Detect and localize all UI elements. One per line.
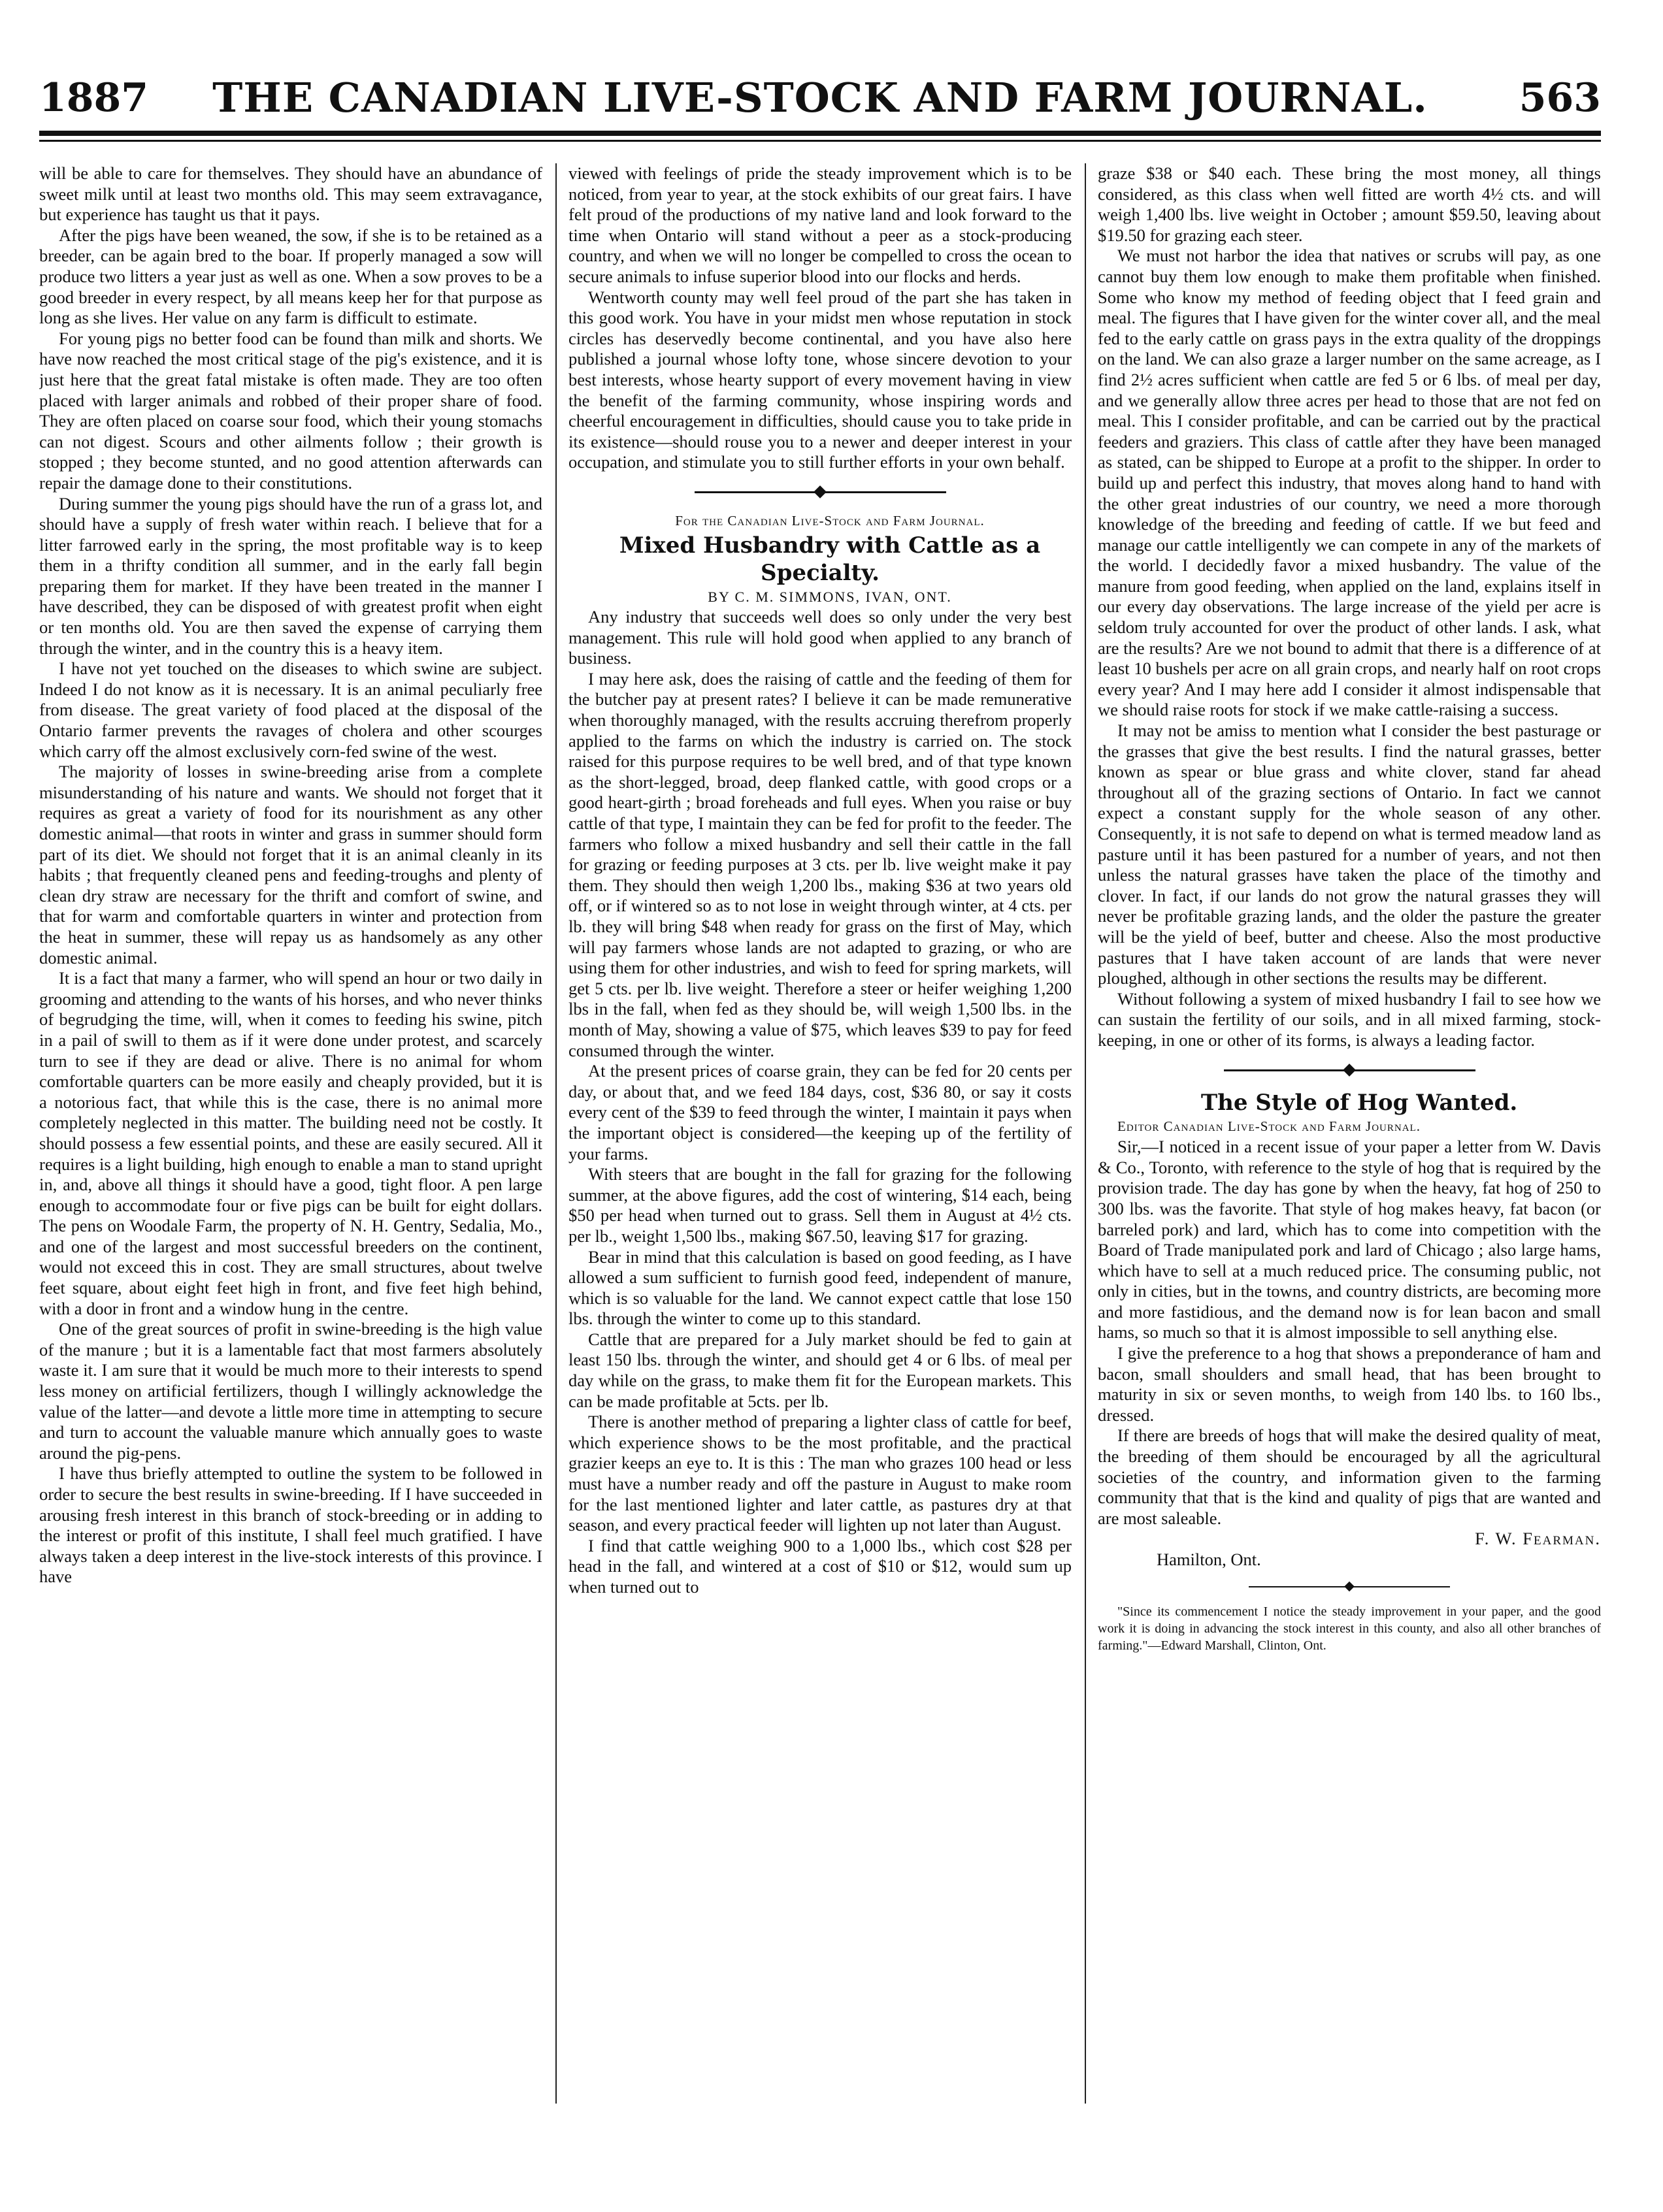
quote-separator <box>1098 1577 1601 1597</box>
col2-paragraph: I may here ask, does the raising of cattle and the feeding of them for the butcher pay at present rates? I believe it can be made remunerative when thoroughly managed, with the results accruing therefrom properly applied to the farms on which the industry is carried on. The stock raised for this purpose requires to be well bred, and of that type known as the short-legged, broad, deep flanked cattle, with good crops or a good heart-girth ; broad foreheads and full eyes. When you raise or buy cattle of that type, I maintain they can be fed for profit to the feeder. The farmers who follow a mixed husbandry and sell their cattle in the fall for grazing or feeding purposes at 3 cts. per lb. live weight make it pay them. They should then weigh 1,200 lbs., making $36 at two years old off, or if wintered so as to not lose in weight through winter, at 4 cts. per lb. they will bring $48 when ready for grass on the first of May, which will pay farmers whose lands are not adapted to grazing, or who are using them for other industries, and wish to feed for spring markets, will get 5 cts. per lb. live weight. Therefore a steer or heifer weighing 1,200 lbs in the fall, when fed as they should be, will weigh 1,500 lbs. in the month of May, showing a value of $75, which leaves $39 to pay for feed consumed through the winter. <box>568 668 1072 1060</box>
column-divider-1 <box>555 163 557 2104</box>
masthead-rule-thin <box>39 140 1601 142</box>
article-headline: Mixed Husbandry with Cattle as a Specialty. <box>619 532 1041 586</box>
column-3 <box>1098 163 1601 2195</box>
article-separator <box>568 482 1072 502</box>
column-divider-2 <box>1085 163 1086 2104</box>
masthead-rule-thick <box>39 131 1601 136</box>
col1-paragraph: The majority of losses in swine-breeding arise from a complete misunderstanding of his nature and wants. We should not forget that it requires as great a variety of food for its nourishment as any other domestic animal—that roots in winter and grass in summer should form part of its diet. We should not forget that it is an animal cleanly in its habits ; that frequently cleaned pens and feeding-troughs and plenty of clean dry straw are necessary for the thrift and comfort of swine, and that for warm and comfortable quarters in winter and protection from the heat in summer, these will repay us as handsomely as any other domestic animal. <box>39 762 542 968</box>
col2-paragraph: Wentworth county may well feel proud of the part she has taken in this good work. You have in your midst men whose reputation in stock circles has deservedly become continental, and you have also here published a journal whose lofty tone, whose sincere devotion to your best interests, whose hearty support of every movement having in view the benefit of the farming community, whose inspiring words and cheerful encouragement in difficulties, should cause you to take pride in its existence—should rouse you to a newer and deeper interest in your occupation, and stimulate you to still further efforts in your own behalf. <box>568 287 1072 472</box>
masthead <box>39 69 1601 127</box>
article-byline: BY C. M. SIMMONS, IVAN, ONT. <box>708 588 952 605</box>
testimonial-quote: "Since its commencement I notice the steady improvement in your paper, and the good work it is doing in advancing the stock interest in this county, and also all other branches of farming."—Edward Marshall, Clinton, Ont. <box>1098 1604 1601 1653</box>
col3-paragraph: We must not harbor the idea that natives or scrubs will pay, as one cannot buy them low enough to make them profitable when finished. Some who know my method of feeding object that I feed grain and meal. The figures that I have given for the winter cover all, and the meal fed to the early cattle on grass pays in the extra quality of the droppings on the land. We can also graze a larger number on the same acreage, as I find 2½ acres sufficient when cattle are fed 5 or 6 lbs. of meal per day, and we generally allow three acres per head to those that are not fed on meal. This I consider profitable, and can be carried out by the practical feeders and graziers. This class of cattle after they have been managed as stated, can be shipped to Europe at a profit to the shipper. In order to build up and perfect this industry, that moves along hand to hand with the other great industries of our country, we need a more thorough knowledge of the breeding and feeding of cattle. If we but feed and manage our cattle intelligently we can compete in any of the markets of the world. I decidedly favor a mixed husbandry. The value of the manure from good feeding, when applied on the land, explains itself in our every day observations. The large increase of the yield per acre is seldom truly accounted for over the product of other lands. I ask, what are the results? Are we not bound to admit that there is a difference of at least 10 bushels per acre on all grain crops, and nearly half on root crops every year? And I may here add I consider it almost indispensable that we should raise roots for stock if we make cattle-raising a success. <box>1098 246 1601 720</box>
col1-paragraph: I have not yet touched on the diseases to which swine are subject. Indeed I do not know as it is necessary. It is an animal peculiarly free from disease. The great variety of food placed at the disposal of the Ontario farmer prevents the ravages of cholera and other scourges which carry off the almost exclusively corn-fed swine of the west. <box>39 659 542 761</box>
article-source-line: For the Canadian Live-Stock and Farm Journal. <box>675 512 985 529</box>
col1-paragraph: One of the great sources of profit in swine-breeding is the high value of the manure ; but it is a lamentable fact that most farmers absolutely waste it. I am sure that it would be much more to their interests to spend less money on artificial fertilizers, though I willingly acknowledge the value of the latter—and devote a little more time in attempting to secure and turn to account the valuable manure which annually goes to waste around the pig-pens. <box>39 1319 542 1463</box>
col2-paragraph: viewed with feelings of pride the steady improvement which is to be noticed, from year to year, at the stock exhibits of our great fairs. I have felt proud of the productions of my native land and look forward to the time when Ontario will stand without a peer as a stock-producing country, and when we will no longer be compelled to cross the ocean to secure animals to infuse superior blood into our flocks and herds. <box>568 163 1072 286</box>
separator-diamond <box>1343 1064 1356 1077</box>
masthead-year: 1887 <box>39 75 148 121</box>
col1-paragraph: For young pigs no better food can be found than milk and shorts. We have now reached the most critical stage of the pig's existence, and it is just here that the great fatal mistake is often made. They are too often placed with larger animals and robbed of their proper share of food. They are often placed on coarse sour food, which their young stomachs can not digest. Scours and other ailments follow ; their growth is stopped ; they become stunted, and no good attention afterwards can repair the damage done to their constitutions. <box>39 328 542 493</box>
separator-diamond <box>1344 1581 1355 1591</box>
masthead-title: THE CANADIAN LIVE-STOCK AND FARM JOURNAL. <box>212 74 1428 122</box>
col3-paragraph: I give the preference to a hog that shows a preponderance of ham and bacon, small shoulders and small head, that has been brought to maturity in six or seven months, to weigh from 140 lbs. to 160 lbs., dressed. <box>1098 1343 1601 1425</box>
page-number: 563 <box>1519 75 1601 121</box>
col2-paragraph: Bear in mind that this calculation is based on good feeding, as I have allowed a sum sufficient to furnish good feed, independent of manure, which is so valuable for the land. We cannot expect cattle that lose 150 lbs. through the winter to come up to this standard. <box>568 1246 1072 1329</box>
article-separator <box>1098 1060 1601 1080</box>
col2-paragraph: I find that cattle weighing 900 to a 1,000 lbs., which cost $28 per head in the fall, and wintered at a cost of $10 or $12, would sum up when turned out to <box>568 1535 1072 1597</box>
col3-paragraph: graze $38 or $40 each. These bring the most money, all things considered, as this class when well fitted are worth 4½ cts. and will weigh 1,400 lbs. live weight in October ; amount $59.50, leaving about $19.50 for grazing each steer. <box>1098 163 1601 245</box>
col2-paragraph: At the present prices of coarse grain, they can be fed for 20 cents per day, or about that, and we feed 184 days, cost, $36 80, or say it costs every cent of the $39 to feed through the winter, I maintain it pays when the important object is considered—the keeping up of the fertility of your farms. <box>568 1061 1072 1163</box>
col1-paragraph: During summer the young pigs should have the run of a grass lot, and should have a supply of fresh water within reach. I believe that for a litter farrowed early in the spring, the most profitable way is to keep them in a thrifty condition all summer, and in the early fall begin preparing them for market. If they have been treated in the manner I have described, they can be disposed of with greatest profit when eight or ten months old. You are then saved the expense of carrying them through the winter, and in the country this is a heavy item. <box>39 493 542 658</box>
col1-paragraph: I have thus briefly attempted to outline the system to be followed in order to secure the best results in swine-breeding. If I have succeeded in arousing fresh interest in this branch of stock-breeding or in adding to the interest or profit of this institute, I shall feel much gratified. I have always taken a deep interest in the live-stock interests of this province. I have <box>39 1463 542 1587</box>
separator-diamond <box>814 485 827 498</box>
col3-paragraph: It may not be amiss to mention what I consider the best pasturage or the grasses that give the best results. I find the natural grasses, better known as spear or blue grass and white clover, stand far ahead throughout all of the grazing sections of Ontario. In fact we cannot expect a constant supply for the whole season of any other. Consequently, it is not safe to depend on what is termed meadow land as pasture until it has been pastured for a number of years, and not then unless the natural grasses have taken the place of the timothy and clover. In fact, if our lands do not grow the natural grasses they will never be profitable grazing lands, and the older the pasture the greater will be the yield of beef, butter and cheese. Also the most productive pastures that I have taken account of are lands that were never ploughed, although in other sections the results may be different. <box>1098 721 1601 988</box>
editor-address-line: Editor Canadian Live-Stock and Farm Journal. <box>1117 1118 1421 1134</box>
col3-paragraph: Sir,—I noticed in a recent issue of your paper a letter from W. Davis & Co., Toronto, with reference to the style of hog that is required by the provision trade. The day has gone by when the heavy, fat hog of 250 to 300 lbs. was the favorite. That style of hog makes heavy, fat bacon (or barreled pork) and lard, which has to come into competition with the Board of Trade manipulated pork and lard of Chicago ; also large hams, which have to sell at a much reduced price. The consuming public, not only in cities, but in the towns, and country districts, are becoming more and more fastidious, and the demand now is for lean bacon and small hams, so much so that it is almost impossible to sell anything else. <box>1098 1137 1601 1342</box>
letter-place: Hamilton, Ont. <box>1157 1550 1261 1569</box>
article-headline: The Style of Hog Wanted. <box>1200 1089 1518 1116</box>
col3-paragraph: Without following a system of mixed husbandry I fail to see how we can sustain the fertility of our soils, and in all mixed farming, stock-keeping, in one or other of its forms, is always a leading factor. <box>1098 988 1601 1050</box>
col2-paragraph: Any industry that succeeds well does so only under the very best management. This rule will hold good when applied to any branch of business. <box>568 607 1072 668</box>
col1-paragraph: It is a fact that many a farmer, who will spend an hour or two daily in grooming and attending to the wants of his horses, and who never thinks of begrudging the time, will, when it comes to feeding his swine, pitch in a pail of swill to them as if it were done under protest, and scarcely turn to see if they are dead or alive. There is no animal for whom comfortable quarters can be more easily and cheaply provided, but it is a notorious fact, that while this is the case, there is no animal more completely neglected in this matter. The building need not be costly. It should possess a few essential points, and these are easily secured. All it requires is a light building, high enough to enable a man to stand upright in, and, above all things it should have a good, tight floor. A pen large enough to accommodate four or five pigs can be built for eight dollars. The pens on Woodale Farm, the property of N. H. Gentry, Sedalia, Mo., and one of the largest and most successful breeders on the continent, would not exceed this in cost. They are small structures, about twelve feet square, about eight feet high in front, and five feet high behind, with a door in front and a window hung in the centre. <box>39 968 542 1318</box>
column-1 <box>39 163 542 2195</box>
col2-paragraph: With steers that are bought in the fall for grazing for the following summer, at the above figures, add the cost of wintering, $14 each, being $50 per head when turned out to grass. Sell them in August at 4½ cts. per lb., weight 1,500 lbs., making $67.50, leaving $17 for grazing. <box>568 1164 1072 1246</box>
col2-paragraph: Cattle that are prepared for a July market should be fed to gain at least 150 lbs. through the winter, and should get 4 or 6 lbs. of meal per day while on the grass, to make them fit for the European markets. This can be made profitable at 5cts. per lb. <box>568 1329 1072 1411</box>
col1-paragraph: After the pigs have been weaned, the sow, if she is to be retained as a breeder, can be again bred to the boar. If properly managed a sow will produce two litters a year just as well as one. When a sow proves to be a good breeder in every respect, by all means keep her for that purpose as long as she lives. Her value on any farm is difficult to estimate. <box>39 225 542 328</box>
col2-paragraph: There is another method of preparing a lighter class of cattle for beef, which experience shows to be the most profitable, and the practical grazier keeps an eye to. It is this : The man who grazes 100 head or less must have a number ready and off the pasture in August to make room for the last mentioned lighter and later cattle, as pastures dry at that season, and every practical feeder will lighten up not later than August. <box>568 1412 1072 1535</box>
letter-signature: F. W. Fearman. <box>1475 1529 1601 1549</box>
column-2 <box>568 163 1072 2195</box>
col1-paragraph: will be able to care for themselves. They should have an abundance of sweet milk until at least two months old. This may seem extravagance, but experience has taught us that it pays. <box>39 163 542 225</box>
col3-paragraph: If there are breeds of hogs that will make the desired quality of meat, the breeding of them should be encouraged by all the agricultural societies of the country, and information given to the farming community that that is the kind and quality of pigs that are wanted and are most saleable. <box>1098 1425 1601 1528</box>
